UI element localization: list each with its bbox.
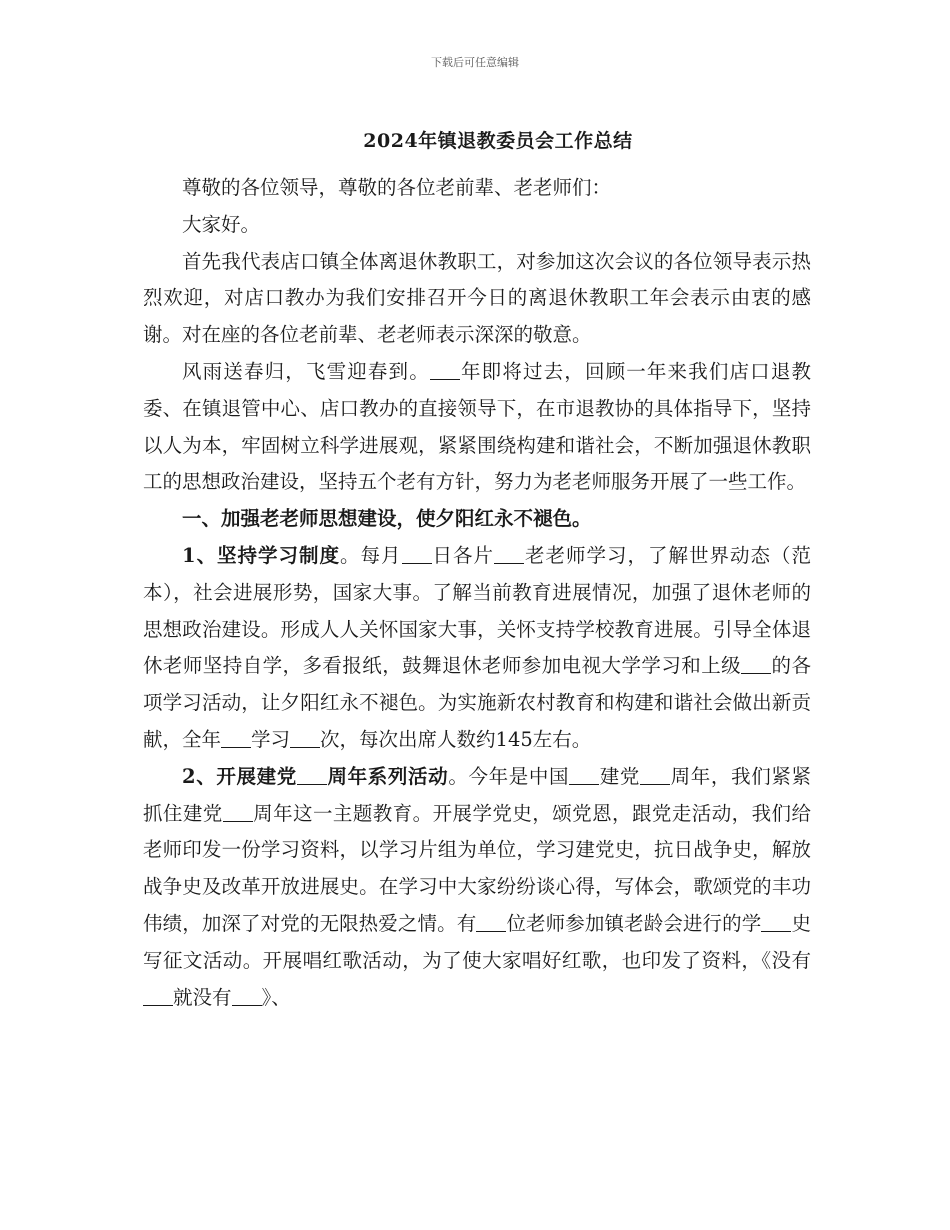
party-heading-b: 周年系列活动 [326,764,449,788]
fill-blank [741,654,771,675]
fill-blank [221,727,251,748]
section-heading-1: 一、加强老老师思想建设，使夕阳红永不褪色。 [182,507,592,531]
fill-blank [402,543,432,564]
review-text-a: 风雨送春归，飞雪迎春到。 [182,359,430,383]
review-text-b: 年即将过去，回顾一年来我们店口退教委、在镇退管中心、店口教办的直接领导下，在市退教协的具体指导下，坚持以人为本，牢固树立科学进展观，紧紧围绕构建和谐社会，不断加强退休教职工的思想政治建设，坚持五个老有方针，努力为老老师服务开展了一些工作。 [143,359,811,494]
party-text-b: 建党 [599,764,641,788]
party-paragraph [143,759,811,1017]
intro-paragraph: 首先我代表店口镇全体离退休教职工，对参加这次会议的各位领导表示热烈欢迎，对店口教办为我们安排召开今日的离退休教职工年会表示由衷的感谢。对在座的各位老前辈、老老师表示深深的敬意。 [143,249,811,347]
party-heading-a: 2、开展建党 [182,764,297,788]
study-text-e: 学习 [251,727,291,751]
study-heading: 1、坚持学习制度 [182,543,341,567]
fill-blank [569,764,599,785]
party-text-g: 就没有 [173,985,232,1009]
fill-blank [290,727,320,748]
party-text-f: 史写征文活动。开展唱红歌活动，为了使大家唱好红歌，也印发了资料，《没有 [143,911,811,972]
study-text-a: 。每月 [340,543,402,567]
study-paragraph [143,538,811,759]
fill-blank [640,764,670,785]
study-text-d: 的各项学习活动，让夕阳红永不褪色。为实施新农村教育和构建和谐社会做出新贡献，全年 [143,654,811,751]
fill-blank [494,543,524,564]
review-paragraph [143,354,811,501]
study-text-c: 老老师学习，了解世界动态（范本），社会进展形势，国家大事。了解当前教育进展情况，加强了退休老师的思想政治建设。形成人人关怀国家大事，关怀支持学校教育进展。引导全体退休老师坚持自学，多看报纸，鼓舞退休老师参加电视大学学习和上级 [143,543,811,678]
fill-blank [223,801,253,822]
party-text-c: 周年，我们紧紧抓住建党 [143,764,811,825]
fill-blank [297,764,327,785]
header-note: 下载后可任意编辑 [431,56,519,69]
document-title: 2024年镇退教委员会工作总结 [363,130,633,152]
greeting-paragraph: 尊敬的各位领导，尊敬的各位老前辈、老老师们： [182,176,612,199]
fill-blank [143,985,173,1006]
fill-blank [232,985,262,1006]
fill-blank [430,359,460,380]
party-text-d: 周年这一主题教育。开展学党史，颂党恩，跟党走活动，我们给老师印发一份学习资料，以学习片组为单位，学习建党史，抗日战争史，解放战争史及改革开放进展史。在学习中大家纷纷谈心得，写体会，歌颂党的丰功伟绩，加深了对党的无限热爱之情。有 [143,801,811,935]
hello-paragraph: 大家好。 [182,212,261,236]
study-text-f: 次，每次出席人数约145左右。 [320,727,592,751]
document-body [143,170,811,1016]
study-text-b: 日各片 [431,543,495,567]
fill-blank [761,911,791,932]
party-text-e: 位老师参加镇老龄会进行的学 [506,911,762,935]
party-text-a: 。今年是中国 [448,764,570,788]
fill-blank [476,911,506,932]
party-text-h: 》、 [261,985,291,1009]
